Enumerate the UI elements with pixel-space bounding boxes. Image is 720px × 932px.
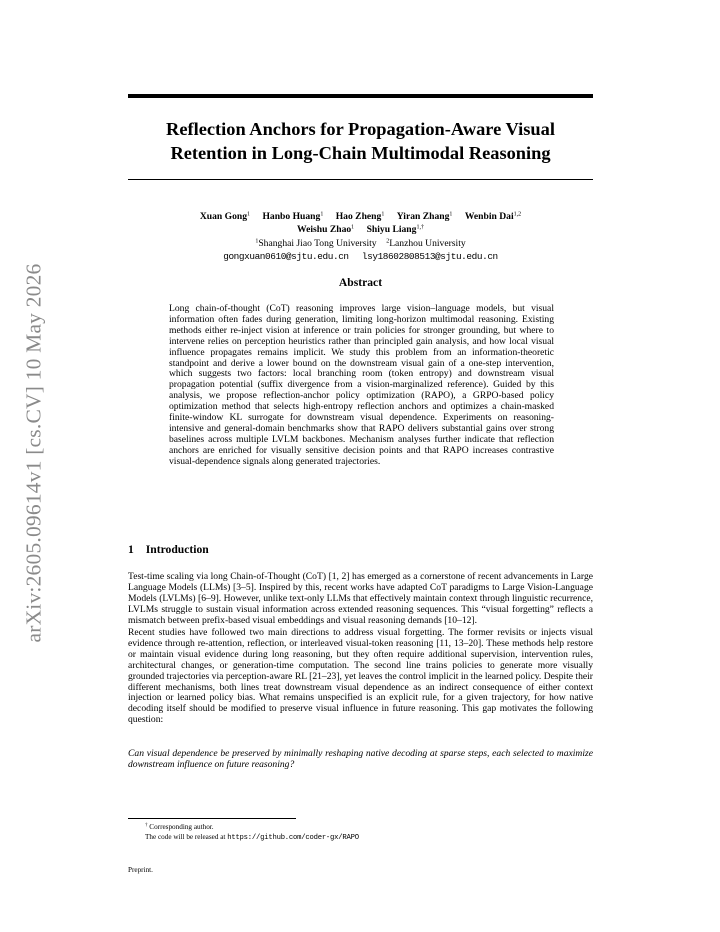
affiliations bbox=[128, 238, 593, 251]
code-url[interactable]: https://github.com/coder-gx/RAPO bbox=[227, 833, 359, 842]
arxiv-stamp-text: arXiv:2605.09614v1 [cs.CV] 10 May 2026 bbox=[21, 263, 46, 643]
author: Wenbin Dai$^{1,2}$ bbox=[464, 211, 522, 222]
author: Shiyu Liang$^{1,\dagger}$ bbox=[366, 223, 424, 235]
author-emails bbox=[128, 251, 593, 264]
email: lsy18602808513@sjtu.edu.cn bbox=[361, 251, 498, 262]
abstract-text: Long chain-of-thought (CoT) reasoning improves large vision–language models, but visual information often fades during generation, limiting long-horizon multimodal reasoning. Existing methods either re-inject vision at inference or train policies for stronger grounding, but where to intervene relies on perception heuristics rather than principled gain analysis, and how local visual influence propagates remains implicit. We study this problem from an information-theoretic standpoint and derive a lower bound on the downstream visual gain of a one-step intervention, which suggests two factors: local branching room (token entropy) and downstream visual propagation potential (suffix divergence from a vision-marginalized reference). Guided by this analysis, we propose reflection-anchor policy optimization (RAPO), a GRPO-based policy optimization method that selects high-entropy reflection anchors and optimizes a chain-masked finite-window KL surrogate for downstream visual dependence. Experiments on reasoning-intensive and general-domain benchmarks show that RAPO delivers substantial gains over strong baselines across multiple LVLM backbones. Mechanism analyses further indicate that reflection anchors are enriched for visually sensitive decision points and that RAPO increases contrastive visual-dependence signals along generated trajectories. bbox=[169, 303, 554, 467]
title-top-rule bbox=[128, 94, 593, 98]
author: Weishu Zhao$^1$ bbox=[297, 223, 355, 235]
abstract-heading: Abstract bbox=[338, 276, 383, 289]
author: Hao Zheng$^1$ bbox=[335, 211, 385, 222]
preprint-label: Preprint. bbox=[128, 866, 153, 874]
research-question: Can visual dependence be preserved by minimally reshaping native decoding at sparse steps, each selected to maximize downstream influence on future reasoning? bbox=[128, 748, 593, 770]
section-heading bbox=[128, 543, 209, 556]
footnote-code: The code will be released at https://github.com/coder-gx/RAPO bbox=[145, 832, 359, 842]
paragraph: Recent studies have followed two main directions to address visual forgetting. The former revisits or injects visual evidence through re-attention, reflection, or interleaved visual-token reasoning [11, 13–20]. These methods help restore or maintain visual evidence during long reasoning, but they often require additional supervision, intervention rules, architectural changes, or generation-time computation. The second line trains policies to generate more visually grounded trajectories via perception-aware RL [21–23], yet leaves the control implicit in the learned policy. Despite their different mechanisms, both lines treat downstream visual dependence as an indirect consequence of either context injection or learned policy bias. What remains unspecified is an explicit rule, for a given trajectory, for how native decoding itself should be modified to preserve visual influence in future reasoning. This gap motivates the following question: bbox=[128, 627, 593, 726]
section-title: Introduction bbox=[145, 543, 209, 556]
author-list bbox=[128, 211, 593, 236]
footnote-rule bbox=[128, 818, 296, 819]
section-number: 1 bbox=[128, 543, 134, 556]
arxiv-stamp bbox=[14, 258, 54, 648]
footnotes bbox=[145, 823, 585, 843]
affiliation: $^1$Shanghai Jiao Tong University bbox=[255, 238, 377, 249]
affiliation: $^2$Lanzhou University bbox=[386, 238, 466, 249]
email: gongxuan0610@sjtu.edu.cn bbox=[223, 251, 349, 262]
paragraph: Test-time scaling via long Chain-of-Thought (CoT) [1, 2] has emerged as a cornerstone of recent advancements in Large Language Models (LLMs) [3–5]. Inspired by this, recent works have adapted CoT paradigms to Large Vision-Language Models (LVLMs) [6–9]. However, unlike text-only LLMs that effectively maintain context through linguistic recurrence, LVLMs struggle to sustain visual information across extended reasoning sequences. This “visual forgetting” reflects a mismatch between prefix-based visual embeddings and visual reasoning demands [10–12]. bbox=[128, 571, 593, 626]
title-bottom-rule bbox=[128, 179, 593, 180]
author: Yiran Zhang$^1$ bbox=[396, 211, 453, 222]
footnote-corresponding: † Corresponding author. bbox=[145, 823, 214, 831]
paper-title: Reflection Anchors for Propagation-Aware Visual Retention in Long-Chain Multimodal Reasoning bbox=[166, 119, 555, 163]
author: Xuan Gong$^1$ bbox=[199, 211, 251, 222]
author: Hanbo Huang$^1$ bbox=[262, 211, 324, 222]
